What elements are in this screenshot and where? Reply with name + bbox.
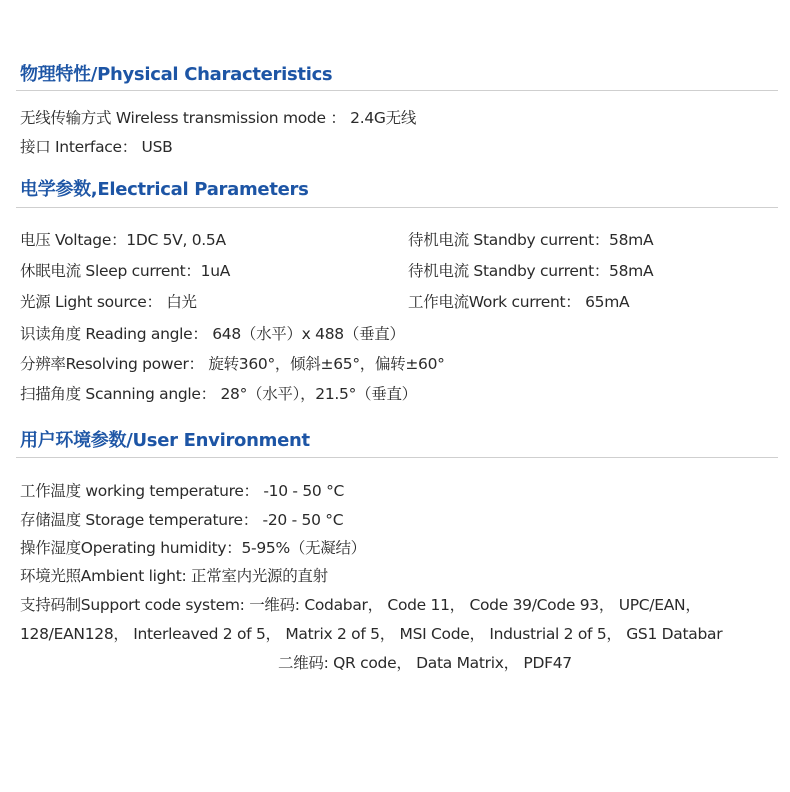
storage-temperature-line: 存储温度 Storage temperature： -20 - 50 °C [20,511,344,529]
operating-humidity-line: 操作湿度Operating humidity：5-95%（无凝结） [20,539,366,557]
reading-angle-line: 识读角度 Reading angle： 648（水平）x 488（垂直） [20,325,405,343]
wireless-mode-line: 无线传输方式 Wireless transmission mode ： 2.4G无线 [20,109,417,127]
physical-title: 物理特性/Physical Characteristics [20,64,333,85]
scanning-angle-line: 扫描角度 Scanning angle： 28°（水平），21.5°（垂直） [20,385,417,403]
work-current-line: 工作电流Work current： 65mA [408,293,630,311]
voltage-line: 电压 Voltage：1DC 5V, 0.5A [20,231,226,249]
support-code-line-1: 支持码制Support code system: 一维码: Codabar， Code 11， Code 39/Code 93， UPC/EAN， [20,596,701,614]
interface-line: 接口 Interface： USB [20,138,173,156]
support-code-line-2: 128/EAN128， Interleaved 2 of 5， Matrix 2 of 5， MSI Code， Industrial 2 of 5， GS1 Databar [20,625,723,643]
working-temperature-line: 工作温度 working temperature： -10 - 50 °C [20,482,345,500]
physical-divider [16,90,778,91]
environment-title: 用户环境参数/User Environment [20,430,310,451]
light-source-line: 光源 Light source： 白光 [20,293,197,311]
standby-current-line-2: 待机电流 Standby current：58mA [408,262,654,280]
resolving-power-line: 分辨率Resolving power： 旋转360°，倾斜±65°，偏转±60° [20,355,445,373]
support-code-line-3: 二维码: QR code， Data Matrix， PDF47 [278,654,572,672]
standby-current-line-1: 待机电流 Standby current：58mA [408,231,654,249]
electrical-title: 电学参数,Electrical Parameters [20,179,309,200]
environment-divider [16,457,778,458]
sleep-current-line: 休眠电流 Sleep current：1uA [20,262,231,280]
ambient-light-line: 环境光照Ambient light: 正常室内光源的直射 [20,567,328,585]
electrical-divider [16,207,778,208]
